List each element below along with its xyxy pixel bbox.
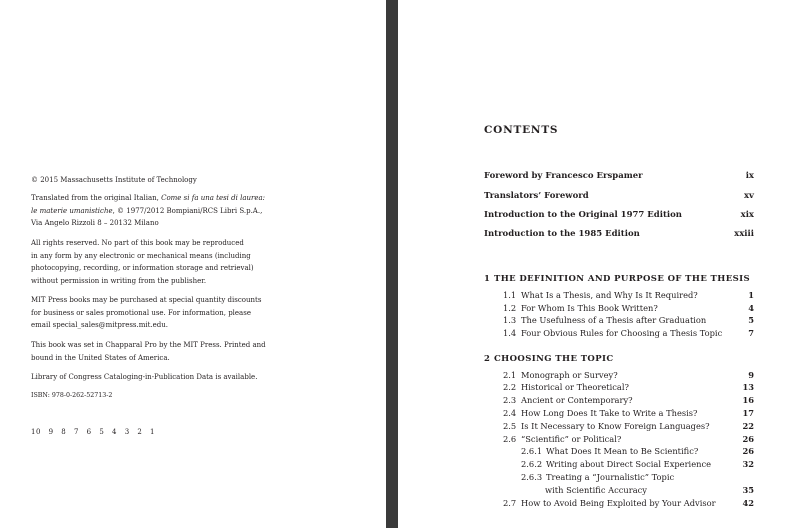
toc-front-entry[interactable]: Foreword by Francesco Erspamer ix: [484, 171, 754, 181]
isbn: ISBN: 978-0-262-52713-2: [31, 392, 113, 399]
left-page: [0, 0, 386, 528]
toc-chapter-heading[interactable]: 1 THE DEFINITION AND PURPOSE OF THE THESIS: [484, 274, 751, 284]
copyright-notice: © 2015 Massachusetts Institute of Technology: [31, 176, 197, 184]
right-page: [398, 0, 786, 528]
toc-section[interactable]: 2.6 “Scientific” or Political? 26: [503, 434, 754, 444]
typeset-note: This book was set in Chapparal Pro by the MIT Press. Printed and bound in the United States of America.: [31, 341, 266, 362]
translated-rights: , © 1977/2012 Bompiani/RCS Libri S.p.A.,: [112, 206, 263, 215]
printing-line: 10 9 8 7 6 5 4 3 2 1: [31, 428, 156, 436]
toc-section[interactable]: 2.3 Ancient or Contemporary? 16: [503, 395, 754, 405]
original-title: Come si fa una tesi di laurea:: [161, 194, 266, 202]
toc-chapter-heading[interactable]: 2 CHOOSING THE TOPIC: [484, 354, 614, 364]
publisher-address: Via Angelo Rizzoli 8 – 20132 Milano: [31, 219, 159, 227]
toc-front-entry[interactable]: Translators’ Foreword xv: [484, 191, 754, 201]
toc-section[interactable]: 1.1 What Is a Thesis, and Why Is It Required? 1: [503, 290, 754, 300]
toc-section[interactable]: 2.1 Monograph or Survey? 9: [503, 370, 754, 380]
toc-section[interactable]: 2.7 How to Avoid Being Exploited by Your Advisor 42: [503, 498, 754, 508]
toc-section[interactable]: 2.5 Is It Necessary to Know Foreign Languages? 22: [503, 421, 754, 431]
toc-section[interactable]: 1.2 For Whom Is This Book Written? 4: [503, 303, 754, 313]
toc-subsection[interactable]: 2.6.1 What Does It Mean to Be Scientific? 26: [521, 446, 754, 456]
translated-prefix: Translated from the original Italian,: [31, 194, 162, 202]
toc-section[interactable]: 1.3 The Usefulness of a Thesis after Graduation 5: [503, 315, 754, 325]
toc-subsection[interactable]: 2.6.3 Treating a “Journalistic” Topic: [521, 472, 675, 482]
original-subtitle: le materie umanistiche: [31, 206, 113, 215]
book-gutter: [386, 0, 398, 528]
cip-note: Library of Congress Cataloging-in-Publication Data is available.: [31, 373, 258, 381]
toc-section[interactable]: 1.4 Four Obvious Rules for Choosing a Thesis Topic 7: [503, 328, 754, 338]
translation-note: [31, 192, 271, 230]
toc-subsection[interactable]: 2.6.2 Writing about Direct Social Experience 32: [521, 459, 754, 469]
rights-reserved: All rights reserved. No part of this book may be reproduced in any form by any electronic or mechanical means (including photocopying, recording, or information storage and retrieval) without permission in writing from the publisher.: [31, 239, 254, 285]
sales-note: MIT Press books may be purchased at special quantity discounts for business or sales promotional use. For information, please email special_sales@mitpress.mit.edu.: [31, 296, 262, 329]
contents-heading: CONTENTS: [484, 124, 559, 136]
toc-front-entry[interactable]: Introduction to the 1985 Edition xxiii: [484, 229, 754, 239]
toc-section[interactable]: 2.4 How Long Does It Take to Write a Thesis? 17: [503, 408, 754, 418]
toc-section[interactable]: 2.2 Historical or Theoretical? 13: [503, 382, 754, 392]
toc-subsection-continued[interactable]: with Scientific Accuracy 35: [545, 485, 754, 495]
toc-front-entry[interactable]: Introduction to the Original 1977 Edition xix: [484, 210, 754, 220]
